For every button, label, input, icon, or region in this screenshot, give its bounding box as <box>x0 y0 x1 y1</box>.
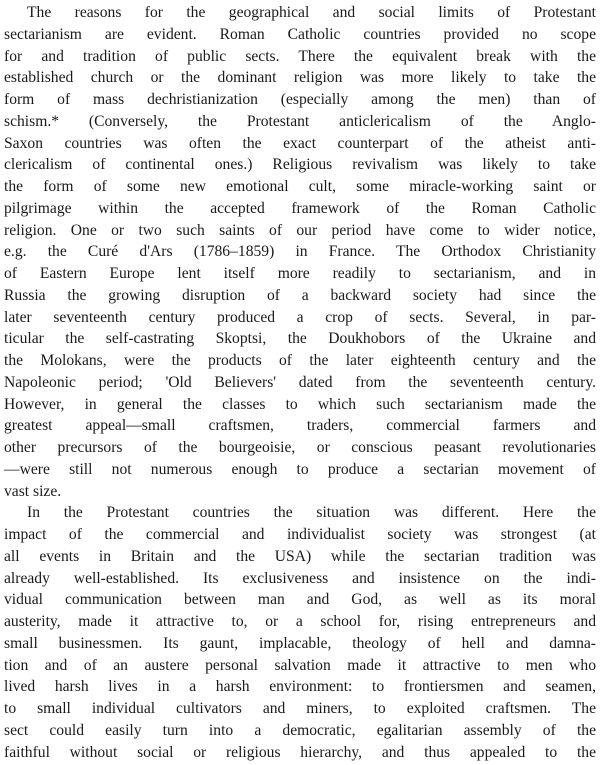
text-line: all events in Britain and the USA) while the sectarian tradition was <box>4 547 596 565</box>
text-line: the Molokans, were the products of the later eighteenth century and the <box>4 352 596 369</box>
text-line: vast size. <box>4 482 62 500</box>
text-line: greatest appeal—small craftsmen, traders, commercial farmers and <box>4 417 596 435</box>
text-line: of Eastern Europe lent itself more readily to sectarianism, and in <box>4 265 596 282</box>
text-line: —were still not numerous enough to produce a sectarian movement of <box>4 460 596 478</box>
text-line: ticular the self-castrating Skoptsi, the Doukhobors of the Ukraine and <box>4 330 596 348</box>
text-line: lived harsh lives in a harsh environment: to frontiersmen and seamen, <box>4 678 596 696</box>
paragraph <box>4 502 596 763</box>
text-line: pilgrimage within the accepted framework of the Roman Catholic <box>4 199 596 217</box>
text-line: faithful without social or religious hierarchy, and thus appealed to the <box>4 743 596 761</box>
text-line: later seventeenth century produced a crop of sects. Several, in par- <box>4 308 596 326</box>
text-line: tion and of an austere personal salvation made it attractive to men who <box>4 656 596 674</box>
text-line: Napoleonic period; 'Old Believers' dated from the seventeenth century. <box>4 373 596 391</box>
text-line: the form of some new emotional cult, some miracle-working saint or <box>4 178 596 195</box>
text-line: Russia the growing disruption of a backward society had since the <box>4 286 596 304</box>
text-line: sect could easily turn into a democratic, egalitarian assembly of the <box>4 721 596 739</box>
text-line: sectarianism are evident. Roman Catholic countries provided no scope <box>4 25 596 43</box>
paragraph <box>4 2 596 502</box>
text-line: The reasons for the geographical and social limits of Protestant <box>27 4 596 21</box>
text-line: austerity, made it attractive to, or a school for, rising entrepreneurs and <box>4 613 596 630</box>
text-line: small businessmen. Its gaunt, implacable, theology of hell and damna- <box>4 634 596 652</box>
text-line: already well-established. Its exclusiveness and insistence on the indi- <box>4 569 596 587</box>
text-line: religion. One or two such saints of our period have come to wider notice, <box>4 221 596 239</box>
text-line: form of mass dechristianization (especially among the men) than of <box>4 91 596 108</box>
body-text <box>4 2 596 763</box>
text-line: vidual communication between man and God, as well as its moral <box>4 591 596 609</box>
text-line: established church or the dominant religion was more likely to take the <box>4 69 596 87</box>
text-line: clericalism of continental ones.) Religious revivalism was likely to take <box>4 156 596 174</box>
text-line: other precursors of the bourgeoisie, or conscious peasant revolutionaries <box>4 439 596 456</box>
text-line: for and tradition of public sects. There the equivalent break with the <box>4 47 596 65</box>
text-line: In the Protestant countries the situation was different. Here the <box>27 504 596 522</box>
text-line: e.g. the Curé d'Ars (1786–1859) in France. The Orthodox Christianity <box>4 243 596 261</box>
text-line: impact of the commercial and individualist society was strongest (at <box>4 526 596 543</box>
text-line: schism.* (Conversely, the Protestant anticlericalism of the Anglo- <box>4 112 596 130</box>
text-line: Saxon countries was often the exact counterpart of the atheist anti- <box>4 134 596 152</box>
text-line: to small individual cultivators and miners, to exploited craftsmen. The <box>4 700 596 717</box>
text-line: However, in general the classes to which such sectarianism made the <box>4 395 596 413</box>
